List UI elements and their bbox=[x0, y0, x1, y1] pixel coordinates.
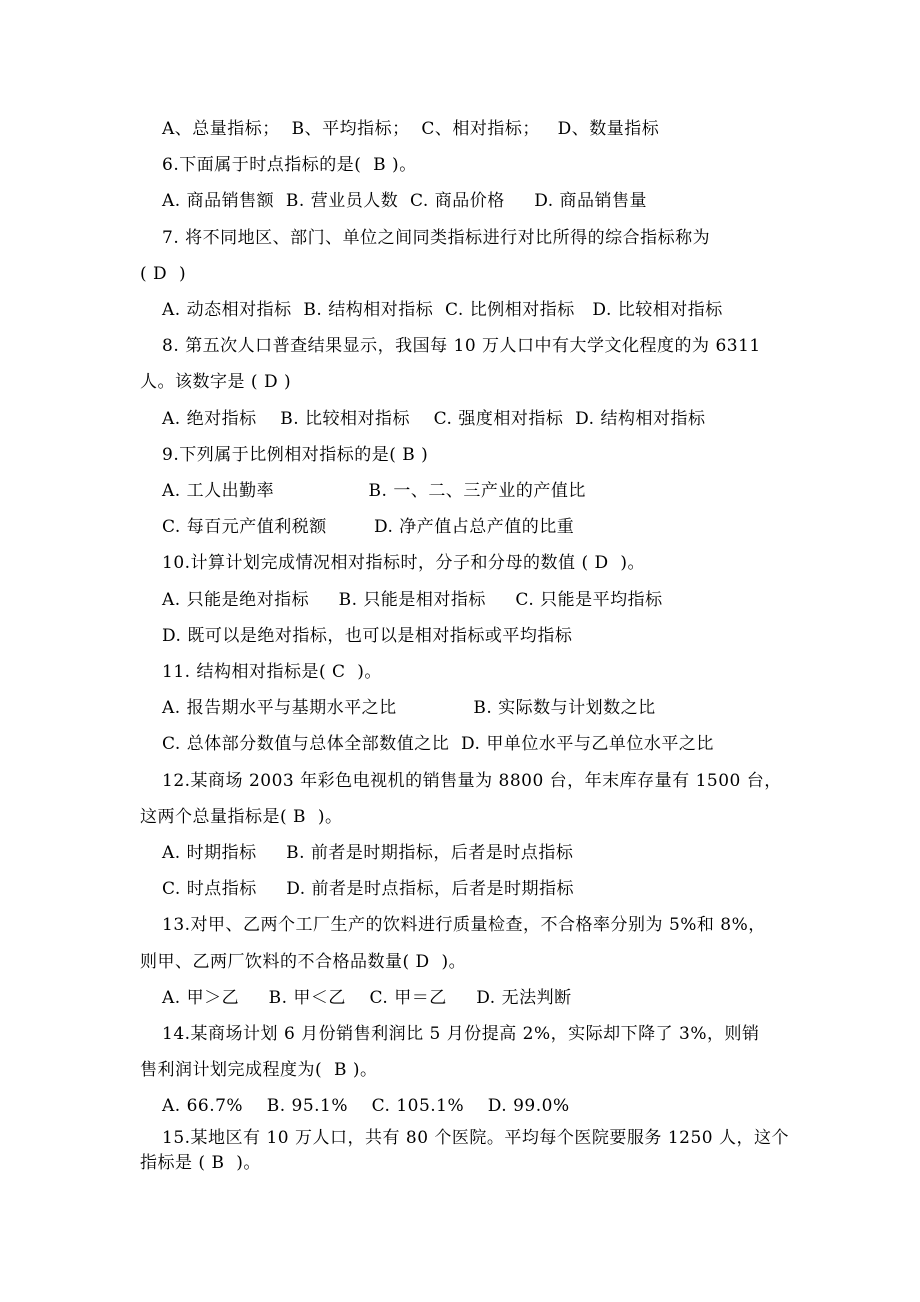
q13-options: A. 甲＞乙 B. 甲＜乙 C. 甲＝乙 D. 无法判断 bbox=[162, 988, 572, 1008]
q14-question: 14.某商场计划 6 月份销售利润比 5 月份提高 2%，实际却下降了 3%，则销 bbox=[162, 1024, 760, 1044]
q11-options-row1: A. 报告期水平与基期水平之比 B. 实际数与计划数之比 bbox=[162, 698, 656, 718]
q15-question: 15.某地区有 10 万人口，共有 80 个医院。平均每个医院要服务 1250 人，这个 bbox=[162, 1128, 789, 1148]
q8-options: A. 绝对指标 B. 比较相对指标 C. 强度相对指标 D. 结构相对指标 bbox=[162, 409, 706, 429]
q6-options: A. 商品销售额 B. 营业员人数 C. 商品价格 D. 商品销售量 bbox=[162, 191, 648, 211]
q7-options: A. 动态相对指标 B. 结构相对指标 C. 比例相对指标 D. 比较相对指标 bbox=[162, 300, 723, 320]
q7-question-cont: ( D ) bbox=[140, 264, 187, 284]
q11-options-row2: C. 总体部分数值与总体全部数值之比 D. 甲单位水平与乙单位水平之比 bbox=[162, 734, 714, 754]
q12-question-cont: 这两个总量指标是( B )。 bbox=[140, 807, 343, 827]
q12-question: 12.某商场 2003 年彩色电视机的销售量为 8800 台，年末库存量有 1500 台， bbox=[162, 771, 782, 791]
q9-options-row1: A. 工人出勤率 B. 一、二、三产业的产值比 bbox=[162, 481, 586, 501]
q5-options: A、总量指标； B、平均指标； C、相对指标； D、数量指标 bbox=[162, 119, 660, 139]
q13-question: 13.对甲、乙两个工厂生产的饮料进行质量检查，不合格率分别为 5%和 8%， bbox=[162, 915, 766, 935]
q8-question: 8. 第五次人口普查结果显示，我国每 10 万人口中有大学文化程度的为 6311 bbox=[162, 336, 761, 356]
q9-options-row2: C. 每百元产值利税额 D. 净产值占总产值的比重 bbox=[162, 517, 575, 537]
q8-question-cont: 人。该数字是 ( D ) bbox=[140, 372, 292, 392]
q12-options-row1: A. 时期指标 B. 前者是时期指标，后者是时点指标 bbox=[162, 843, 574, 863]
q13-question-cont: 则甲、乙两厂饮料的不合格品数量( D )。 bbox=[140, 952, 467, 972]
q11-question: 11. 结构相对指标是( C )。 bbox=[162, 662, 382, 682]
q6-question: 6.下面属于时点指标的是( B )。 bbox=[162, 155, 417, 175]
q14-options: A. 66.7% B. 95.1% C. 105.1% D. 99.0% bbox=[162, 1096, 570, 1116]
q10-options-row2: D. 既可以是绝对指标，也可以是相对指标或平均指标 bbox=[162, 626, 573, 646]
q14-question-cont: 售利润计划完成程度为( B )。 bbox=[140, 1060, 378, 1080]
q15-question-cont: 指标是 ( B )。 bbox=[140, 1153, 261, 1173]
q10-question: 10.计算计划完成情况相对指标时，分子和分母的数值 ( D )。 bbox=[162, 553, 646, 573]
q10-options-row1: A. 只能是绝对指标 B. 只能是相对指标 C. 只能是平均指标 bbox=[162, 590, 663, 610]
q7-question: 7. 将不同地区、部门、单位之间同类指标进行对比所得的综合指标称为 bbox=[162, 228, 711, 248]
q12-options-row2: C. 时点指标 D. 前者是时点指标，后者是时期指标 bbox=[162, 879, 575, 899]
q9-question: 9.下列属于比例相对指标的是( B ) bbox=[162, 445, 429, 465]
